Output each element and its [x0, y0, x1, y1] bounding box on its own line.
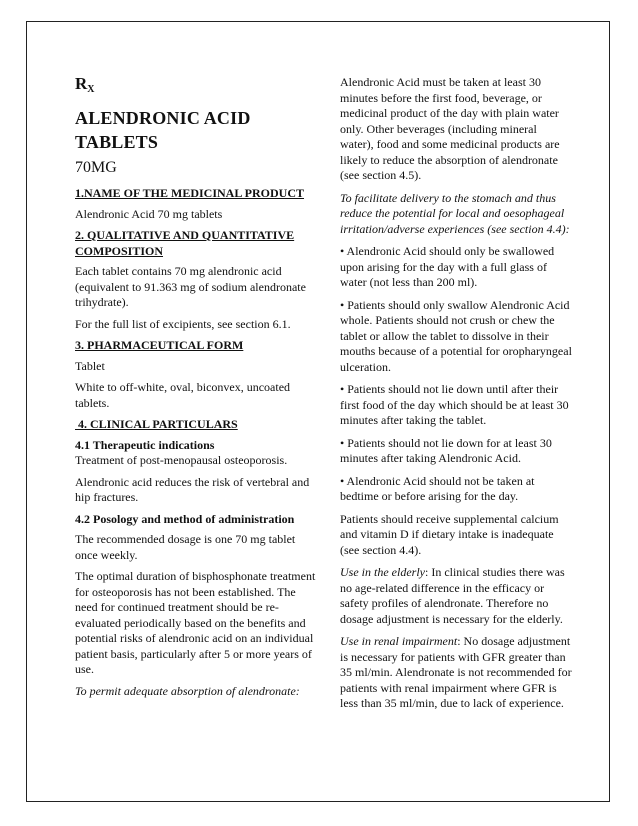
renal-text: : No dosage adjustment is necessary for patients with GFR greater than 35 ml/min. Alendronate is not recommended for patients with renal impairment where GFR is less than 35 ml/min, due to lack of experience.	[340, 634, 572, 710]
section-2-heading: 2. QUALITATIVE AND QUANTITATIVE COMPOSITION	[75, 228, 295, 258]
bullet-swallow: • Alendronic Acid should only be swallowed upon arising for the day with a full glass of water (not less than 200 ml).	[340, 244, 555, 289]
section-1-text: Alendronic Acid 70 mg tablets	[75, 206, 223, 221]
section-1-heading: 1.NAME OF THE MEDICINAL PRODUCT	[75, 186, 305, 200]
elderly-paragraph	[340, 565, 572, 627]
section-2-text-2: For the full list of excipients, see section 6.1.	[75, 316, 291, 331]
product-title-line1: ALENDRONIC ACID	[75, 108, 251, 128]
elderly-text: : In clinical studies there was no age-related difference in the efficacy or safety profiles of alendronate. Therefore no dosage adjustment is necessary for the elderly.	[340, 565, 565, 626]
section-4-1-heading: 4.1 Therapeutic indications	[75, 437, 215, 452]
renal-label: Use in renal impairment	[340, 634, 458, 648]
section-3-text-1: Tablet	[75, 358, 105, 373]
product-title-line2: TABLETS	[75, 132, 159, 152]
product-strength: 70MG	[75, 159, 117, 176]
calcium-paragraph: Patients should receive supplemental calcium and vitamin D if dietary intake is inadequate (see section 4.4).	[340, 511, 559, 557]
section-4-2-text-2: The optimal duration of bisphosphonate treatment for osteoporosis has not been established. The need for continued treatment should be re-evaluated periodically based on the benefits and potential risks of alendronic acid on an individual patient basis, particularly after 5 or more years of use.	[75, 569, 316, 676]
section-4-2-text-3: To permit adequate absorption of alendronate:	[75, 683, 300, 698]
section-4-heading: 4. CLINICAL PARTICULARS	[75, 417, 238, 431]
bullet-lie-down-30: • Patients should not lie down for at least 30 minutes after taking Alendronic Acid.	[340, 435, 552, 465]
section-4-2-text-1: The recommended dosage is one 70 mg tablet once weekly.	[75, 532, 296, 562]
right-column	[340, 75, 572, 719]
section-4-1-text-2: Alendronic acid reduces the risk of vertebral and hip fractures.	[75, 474, 310, 504]
bullet-whole: • Patients should only swallow Alendronic Acid whole. Patients should not crush or chew the tablet or allow the tablet to dissolve in their mouths because of a potential for oropharyngeal ulceration.	[340, 297, 572, 374]
bullet-lie-down-food: • Patients should not lie down until after their first food of the day which should be at least 30 minutes after taking the tablet.	[340, 382, 569, 427]
left-column	[75, 74, 318, 705]
bullet-bedtime: • Alendronic Acid should not be taken at bedtime or before arising for the day.	[340, 473, 535, 503]
delivery-paragraph: To facilitate delivery to the stomach and thus reduce the potential for local and oesophageal irritation/adverse experiences (see section 4.4):	[340, 190, 570, 236]
section-3-text-2: White to off-white, oval, biconvex, uncoated tablets.	[75, 380, 291, 410]
renal-paragraph	[340, 634, 572, 712]
rx-symbol: $R_X$	[75, 74, 95, 95]
section-4-2-heading: 4.2 Posology and method of administration	[75, 511, 295, 526]
section-3-heading: 3. PHARMACEUTICAL FORM	[75, 338, 244, 352]
absorption-paragraph: Alendronic Acid must be taken at least 30 minutes before the first food, beverage, or medicinal product of the day with plain water only. Other beverages (including mineral water), food and some medicinal products are likely to reduce the absorption of alendronate (see section 4.5).	[340, 75, 560, 182]
section-2-text-1: Each tablet contains 70 mg alendronic acid (equivalent to 91.363 mg of sodium alendronate trihydrate).	[75, 264, 306, 309]
elderly-label: Use in the elderly	[340, 565, 425, 579]
section-4-1-text-1: Treatment of post-menopausal osteoporosis.	[75, 453, 288, 467]
